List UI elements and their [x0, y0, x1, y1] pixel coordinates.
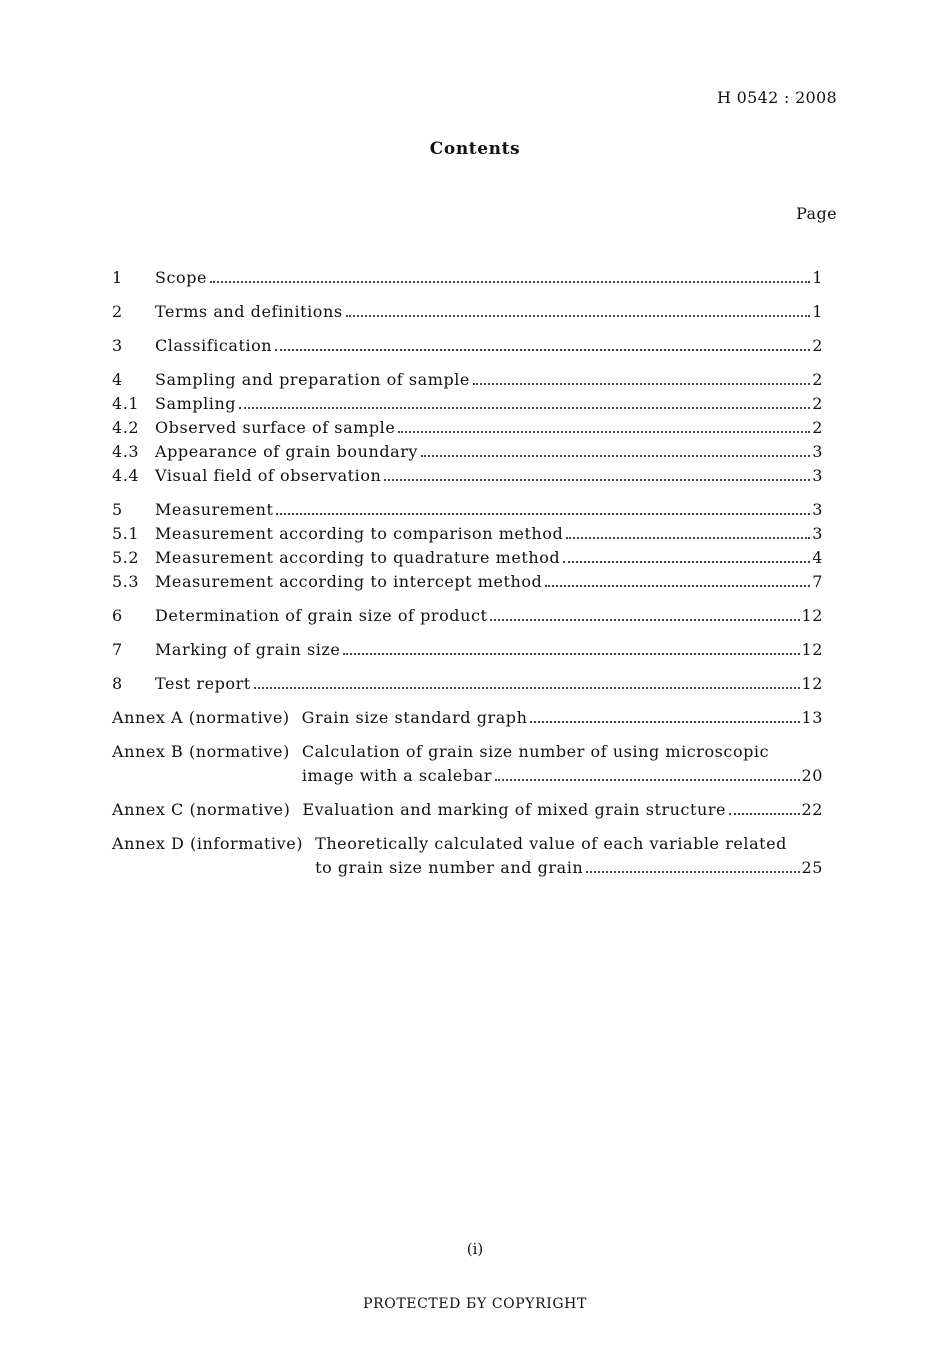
toc-entry-number: 4.4	[112, 466, 140, 485]
dot-leader	[495, 779, 799, 781]
toc-entry-number: 4	[112, 370, 123, 389]
toc-entry-title: Measurement according to quadrature method	[155, 548, 561, 567]
toc-annexes	[112, 706, 823, 880]
dot-leader	[239, 407, 810, 409]
toc-entry	[112, 300, 823, 324]
toc-entry	[112, 266, 823, 290]
toc-entry-title: Visual field of observation	[155, 466, 382, 485]
page-title: Contents	[429, 139, 521, 159]
annex-label: Annex D (informative)	[112, 834, 304, 853]
toc-entry	[112, 392, 823, 416]
toc-group	[112, 604, 823, 628]
annex-title-text: image with a scalebar	[301, 766, 493, 785]
annex-title	[302, 798, 823, 822]
toc-annex-entry	[112, 706, 823, 730]
toc-entry-title: Observed surface of sample	[155, 418, 396, 437]
toc-entry	[112, 334, 823, 358]
toc-group	[112, 266, 823, 290]
toc-entry-page: 12	[801, 640, 823, 659]
dot-leader	[563, 561, 810, 563]
annex-page: 20	[801, 766, 823, 785]
toc-entry-number: 6	[112, 606, 123, 625]
annex-title-line: Calculation of grain size number of using microscopic	[301, 742, 770, 761]
dot-leader	[530, 721, 799, 723]
toc-entry-number: 5.3	[112, 572, 140, 591]
dot-leader	[254, 687, 800, 689]
toc-entry-title: Sampling and preparation of sample	[155, 370, 470, 389]
dot-leader	[545, 585, 810, 587]
table-of-contents	[112, 266, 823, 890]
toc-group	[112, 368, 823, 488]
toc-entry	[112, 498, 823, 522]
toc-entry-number: 5.2	[112, 548, 140, 567]
toc-annex-entry	[112, 740, 823, 788]
toc-entry-title: Measurement	[155, 500, 274, 519]
toc-entry	[112, 638, 823, 662]
dot-leader	[210, 281, 810, 283]
toc-group	[112, 638, 823, 662]
toc-group	[112, 498, 823, 594]
annex-title-line	[302, 798, 823, 822]
toc-entry-title: Appearance of grain boundary	[155, 442, 418, 461]
toc-entry-number: 4.1	[112, 394, 140, 413]
toc-entry-title: Determination of grain size of product	[155, 606, 488, 625]
annex-label: Annex A (normative)	[112, 708, 290, 727]
toc-entry-page: 2	[812, 394, 823, 413]
annex-label: Annex C (normative)	[112, 800, 291, 819]
toc-group	[112, 300, 823, 324]
dot-leader	[343, 653, 799, 655]
toc-entry	[112, 604, 823, 628]
annex-title	[302, 740, 823, 788]
annex-title-text: to grain size number and grain	[315, 858, 584, 877]
toc-entry-page: 7	[812, 572, 823, 591]
annex-title-line: Theoretically calculated value of each variable related	[315, 834, 787, 853]
toc-entry-number: 4.3	[112, 442, 140, 461]
toc-entry-title: Terms and definitions	[155, 302, 343, 321]
toc-entry	[112, 522, 823, 546]
toc-entry-page: 3	[812, 524, 823, 543]
dot-leader	[346, 315, 811, 317]
toc-entry-page: 12	[801, 674, 823, 693]
annex-page: 13	[801, 708, 823, 727]
toc-entry-page: 1	[812, 302, 823, 321]
toc-entry-title: Test report	[155, 674, 251, 693]
annex-title-text: Grain size standard graph	[301, 708, 528, 727]
toc-entry	[112, 416, 823, 440]
dot-leader	[729, 813, 799, 815]
page-column-header: Page	[796, 204, 837, 223]
annex-title-line	[302, 764, 823, 788]
annex-title-line	[315, 856, 823, 880]
dot-leader	[384, 479, 810, 481]
annex-title-text: Evaluation and marking of mixed grain structure	[302, 800, 727, 819]
dot-leader	[473, 383, 810, 385]
toc-entry-number: 8	[112, 674, 123, 693]
toc-entry	[112, 440, 823, 464]
dot-leader	[398, 431, 810, 433]
toc-entry-number: 1	[112, 268, 123, 287]
annex-label: Annex B (normative)	[112, 742, 290, 761]
toc-entry-title: Marking of grain size	[155, 640, 341, 659]
toc-entry-title: Sampling	[155, 394, 237, 413]
toc-sections	[112, 266, 823, 696]
annex-page: 25	[801, 858, 823, 877]
toc-entry-title: Scope	[155, 268, 208, 287]
toc-entry-number: 7	[112, 640, 123, 659]
annex-page: 22	[801, 800, 823, 819]
toc-entry-number: 4.2	[112, 418, 140, 437]
dot-leader	[586, 871, 799, 873]
dot-leader	[566, 537, 810, 539]
toc-entry-page: 4	[812, 548, 823, 567]
toc-entry-page: 12	[801, 606, 823, 625]
toc-entry	[112, 464, 823, 488]
toc-entry-page: 3	[812, 500, 823, 519]
toc-annex-entry	[112, 798, 823, 822]
toc-entry-number: 5	[112, 500, 123, 519]
toc-entry-page: 3	[812, 466, 823, 485]
dot-leader	[276, 513, 810, 515]
toc-entry-title: Measurement according to intercept method	[155, 572, 543, 591]
annex-title-line	[302, 706, 823, 730]
toc-entry-number: 2	[112, 302, 123, 321]
toc-entry-number: 5.1	[112, 524, 140, 543]
toc-entry-title: Classification	[155, 336, 273, 355]
toc-entry-page: 3	[812, 442, 823, 461]
toc-entry	[112, 546, 823, 570]
dot-leader	[275, 349, 810, 351]
toc-group	[112, 672, 823, 696]
toc-entry	[112, 672, 823, 696]
annex-title	[315, 832, 823, 880]
dot-leader	[490, 619, 799, 621]
toc-entry	[112, 570, 823, 594]
toc-entry-page: 2	[812, 370, 823, 389]
annex-title	[302, 706, 823, 730]
document-code: H 0542 : 2008	[717, 88, 837, 107]
toc-entry-page: 1	[812, 268, 823, 287]
toc-entry-page: 2	[812, 336, 823, 355]
toc-entry-title: Measurement according to comparison method	[155, 524, 564, 543]
dot-leader	[421, 455, 810, 457]
toc-entry-number: 3	[112, 336, 123, 355]
toc-group	[112, 334, 823, 358]
toc-entry	[112, 368, 823, 392]
toc-annex-entry	[112, 832, 823, 880]
copyright-notice: PROTECTED БY COPYRIGHT	[363, 1296, 587, 1312]
page-folio: (i)	[466, 1240, 484, 1258]
toc-entry-page: 2	[812, 418, 823, 437]
